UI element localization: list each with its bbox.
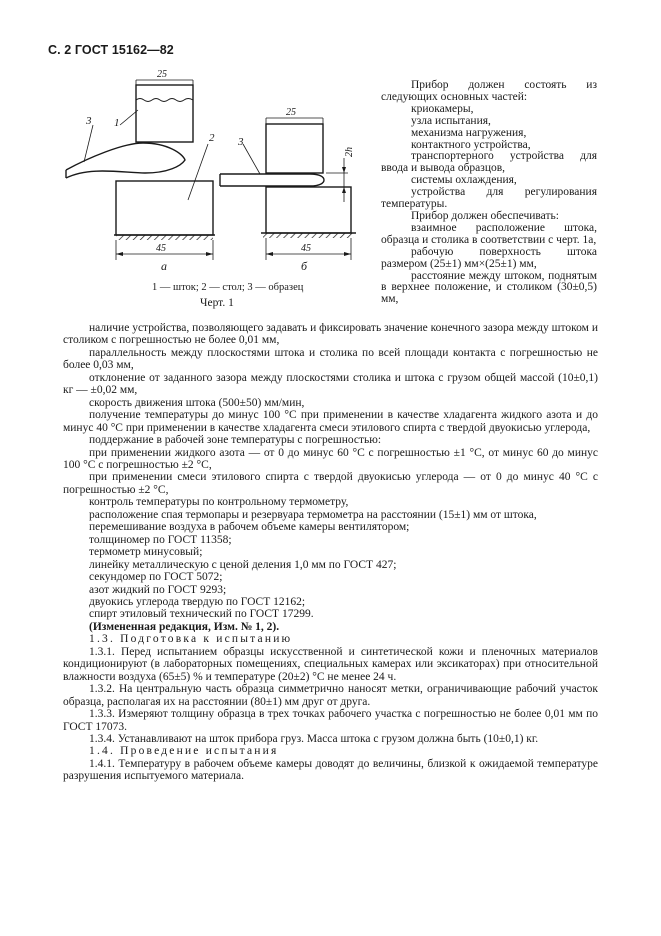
equipment-item: азот жидкий по ГОСТ 9293; xyxy=(89,583,227,596)
equipment-item: термометр минусовый; xyxy=(89,546,203,559)
equipment-item: секундомер по ГОСТ 5072; xyxy=(89,571,223,584)
paragraph: параллельность между плоскостями штока и столика по всей площади контакта с погрешностью не более 0,03 мм, xyxy=(63,346,598,372)
rod-a xyxy=(136,85,193,142)
figure-caption: Черт. 1 xyxy=(200,297,234,309)
paragraph: 1.3.3. Измеряют толщину образца в трех точках рабочего участка с погрешностью не более 0,01 мм по ГОСТ 17073. xyxy=(63,708,598,733)
equipment-item: толщиномер по ГОСТ 11358; xyxy=(89,533,232,546)
list-item: рабочую поверхность штока размером (25±1) мм×(25±1) мм, xyxy=(381,245,597,270)
paragraph: 1.3.2. На центральную часть образца симметрично наносят метки, ограничивающие рабочий участок образца, располагая их на расстоянии (80±1) мм друг от друга. xyxy=(63,683,598,708)
dim-45-b: 45 xyxy=(301,243,311,254)
paragraph: поддержание в рабочей зоне температуры с погрешностью: xyxy=(89,434,382,447)
paragraph: отклонение от заданного зазора между плоскостями столика и штока с грузом общей массой (10±0,1) кг — ±0,02 мм, xyxy=(63,371,598,397)
list-item: криокамеры, xyxy=(411,102,474,115)
section-heading-1-4: 1.4. Проведение испытания xyxy=(89,745,279,758)
list-item: механизма нагружения, xyxy=(411,126,527,139)
sample-b xyxy=(220,174,324,186)
list-item: устройства для регулирования температуры. xyxy=(381,186,597,211)
figure-legend: 1 — шток; 2 — стол; 3 — образец xyxy=(152,282,304,293)
base-hatch-a xyxy=(116,235,213,240)
label-3-a: 3 xyxy=(86,115,92,127)
list-item: системы охлаждения, xyxy=(411,174,517,187)
paragraph: 1.3.4. Устанавливают на шток прибора груз. Масса штока с грузом должна быть (10±0,1) кг. xyxy=(89,732,539,745)
paragraph: Прибор должен состоять из следующих основных частей: xyxy=(381,79,597,103)
sample-a xyxy=(66,143,185,178)
base-hatch-b xyxy=(263,233,354,238)
dim-25-a: 25 xyxy=(157,70,167,80)
main-text xyxy=(63,322,598,783)
paragraph: перемешивание воздуха в рабочем объеме камеры вентилятором; xyxy=(89,521,410,534)
sublabel-a: а xyxy=(161,259,167,273)
list-item: взаимное расположение штока, образца и столика в соответствии с черт. 1а, xyxy=(381,221,597,246)
label-2: 2 xyxy=(209,132,215,144)
list-item: узла испытания, xyxy=(411,114,491,127)
section-heading-1-3: 1.3. Подготовка к испытанию xyxy=(89,633,293,646)
dim-25-b: 25 xyxy=(286,107,296,118)
equipment-item: линейку металлическую с ценой деления 1,0 мм по ГОСТ 427; xyxy=(89,558,397,571)
equipment-item: спирт этиловый технический по ГОСТ 17299. xyxy=(89,608,314,621)
list-item: расстояние между штоком, поднятым в верхнее положение, и столиком (30±0,5) мм, xyxy=(381,269,597,306)
table-a xyxy=(116,181,213,235)
page-header: С. 2 ГОСТ 15162—82 xyxy=(48,43,174,57)
dim-45-a: 45 xyxy=(156,243,166,254)
paragraph: при применении жидкого азота — от 0 до минус 60 °С с погрешностью ±1 °С, от минус 60 до минус 100 °С с погрешностью ±2 °С, xyxy=(63,446,598,471)
paragraph: расположение спая термопары и резервуара термометра на расстоянии (15±1) мм от штока, xyxy=(89,508,537,521)
paragraph: 1.4.1. Температуру в рабочем объеме камеры доводят до величины, близкой к ожидаемой температуре разрушения испытуемого материала. xyxy=(63,757,598,783)
label-3-b: 3 xyxy=(238,136,244,148)
list-item: транспортерного устройства для ввода и вывода образцов, xyxy=(381,150,597,175)
paragraph: скорость движения штока (500±50) мм/мин, xyxy=(89,396,305,409)
paragraph: Прибор должен обеспечивать: xyxy=(411,209,559,222)
right-column-text xyxy=(381,80,597,306)
paragraph: 1.3.1. Перед испытанием образцы искусственной и синтетической кожи и пленочных материалов кондиционируют (в лабораторных помещениях, специальных камерах или эксикаторах) при относительной влажности воздуха (65±5) % и температуре (20±2) °С не менее 24 ч. xyxy=(63,645,598,683)
list-item: контактного устройства, xyxy=(411,138,531,151)
label-1: 1 xyxy=(114,117,120,129)
paragraph: контроль температуры по контрольному термометру, xyxy=(89,496,349,509)
table-b xyxy=(266,187,351,233)
equipment-item: двуокись углерода твердую по ГОСТ 12162; xyxy=(89,595,306,608)
dim-2h: 2h xyxy=(344,147,355,157)
rod-b xyxy=(266,124,323,173)
revision-note: (Измененная редакция, Изм. № 1, 2). xyxy=(89,620,280,633)
sublabel-b: б xyxy=(301,259,308,273)
paragraph: получение температуры до минус 100 °С при применении в качестве хладагента жидкого азота и до минус 40 °С при применении в качестве хладагента смеси этилового спирта с твердой двуокисью углерода, xyxy=(63,409,598,434)
paragraph: наличие устройства, позволяющего задавать и фиксировать значение конечного зазора между штоком и столиком с погрешностью не более 0,01 мм, xyxy=(63,322,598,347)
paragraph: при применении смеси этилового спирта с твердой двуокисью углерода — от 0 до минус 40 °С с погрешностью ±2 °С, xyxy=(63,471,598,496)
